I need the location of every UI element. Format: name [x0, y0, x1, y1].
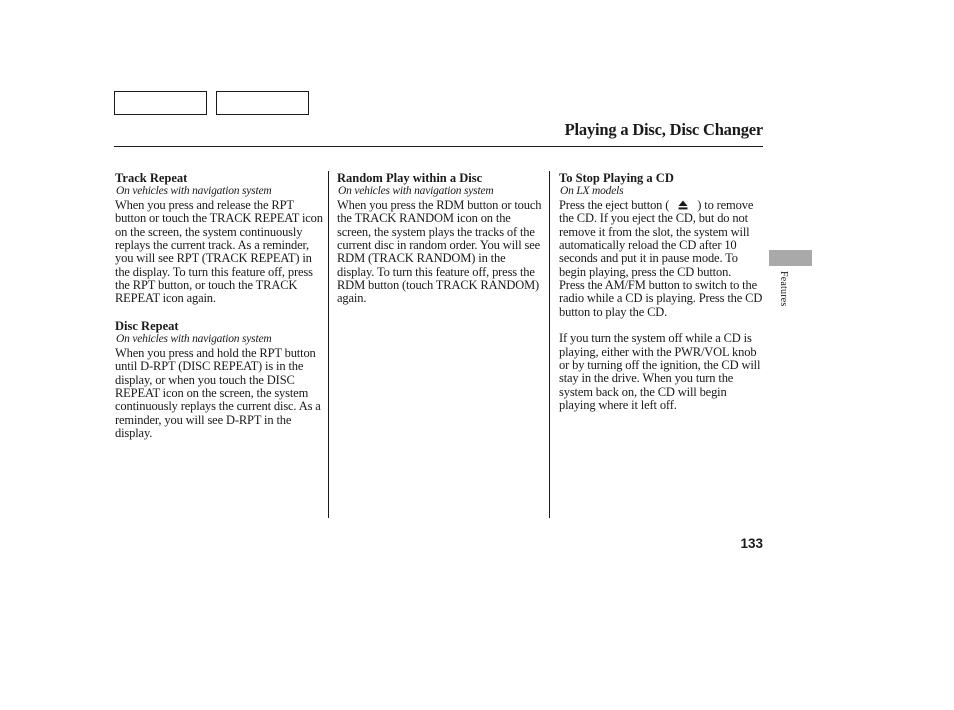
- column-3: [559, 171, 765, 412]
- section-body-system-off: If you turn the system off while a CD is playing, either with the PWR/VOL knob or by turning off the ignition, the CD will stay in the drive. When you turn the system back on, the CD will begin playing where it left off.: [559, 331, 761, 413]
- section-heading-disc-repeat: Disc Repeat: [115, 319, 179, 334]
- eject-icon: [669, 199, 697, 212]
- section-subheading: On vehicles with navigation system: [116, 185, 272, 197]
- section-heading-random-play: Random Play within a Disc: [337, 171, 483, 185]
- section-subheading: On vehicles with navigation system: [338, 185, 494, 197]
- page-number: 133: [740, 536, 763, 551]
- column-1: [115, 171, 323, 440]
- title-rule: [114, 146, 763, 147]
- body-text-after-icon: ) to remove the CD. If you eject the CD, but do not remove it from the slot, the system will automatically reload the CD after 10 seconds and put it in pause mode. To begin playing, press the CD button.: [559, 198, 754, 279]
- section-body-am-fm: Press the AM/FM button to switch to the radio while a CD is playing. Press the CD button to play the CD.: [559, 278, 763, 319]
- paragraph-gap: [115, 306, 323, 319]
- column-divider: [549, 171, 550, 518]
- section-subheading: On LX models: [560, 185, 624, 197]
- body-text-before-icon: Press the eject button (: [559, 198, 670, 212]
- column-2: [337, 171, 545, 306]
- section-heading-stop-playing: To Stop Playing a CD: [559, 171, 674, 185]
- section-body-stop-playing: [559, 199, 765, 279]
- nav-box-next[interactable]: [216, 91, 309, 115]
- section-body-disc-repeat: When you press and hold the RPT button until D-RPT (DISC REPEAT) is in the display, or when you touch the DISC REPEAT icon on the screen, the system continuously replays the current disc. As a reminder, you will see D-RPT in the display.: [115, 346, 321, 441]
- column-divider: [328, 171, 329, 518]
- section-subheading: On vehicles with navigation system: [116, 333, 272, 346]
- section-tab-marker: [769, 250, 812, 266]
- section-heading-track-repeat: Track Repeat: [115, 171, 188, 185]
- nav-box-previous[interactable]: [114, 91, 207, 115]
- section-body-track-repeat: When you press and release the RPT button or touch the TRACK REPEAT icon on the screen, the system continuously replays the current track. As a reminder, you will see RPT (TRACK REPEAT) in the display. To turn this feature off, press the RPT button, or touch the TRACK REPEAT icon again.: [115, 198, 323, 306]
- side-section-label: Features: [778, 271, 789, 307]
- page-title: Playing a Disc, Disc Changer: [564, 120, 763, 139]
- paragraph-gap: [559, 319, 765, 332]
- section-body-random-play: When you press the RDM button or touch the TRACK RANDOM icon on the screen, the system plays the tracks of the current disc in random order. You will see RDM (TRACK RANDOM) in the display. To turn this feature off, press the RDM button (touch TRACK RANDOM) again.: [337, 198, 542, 306]
